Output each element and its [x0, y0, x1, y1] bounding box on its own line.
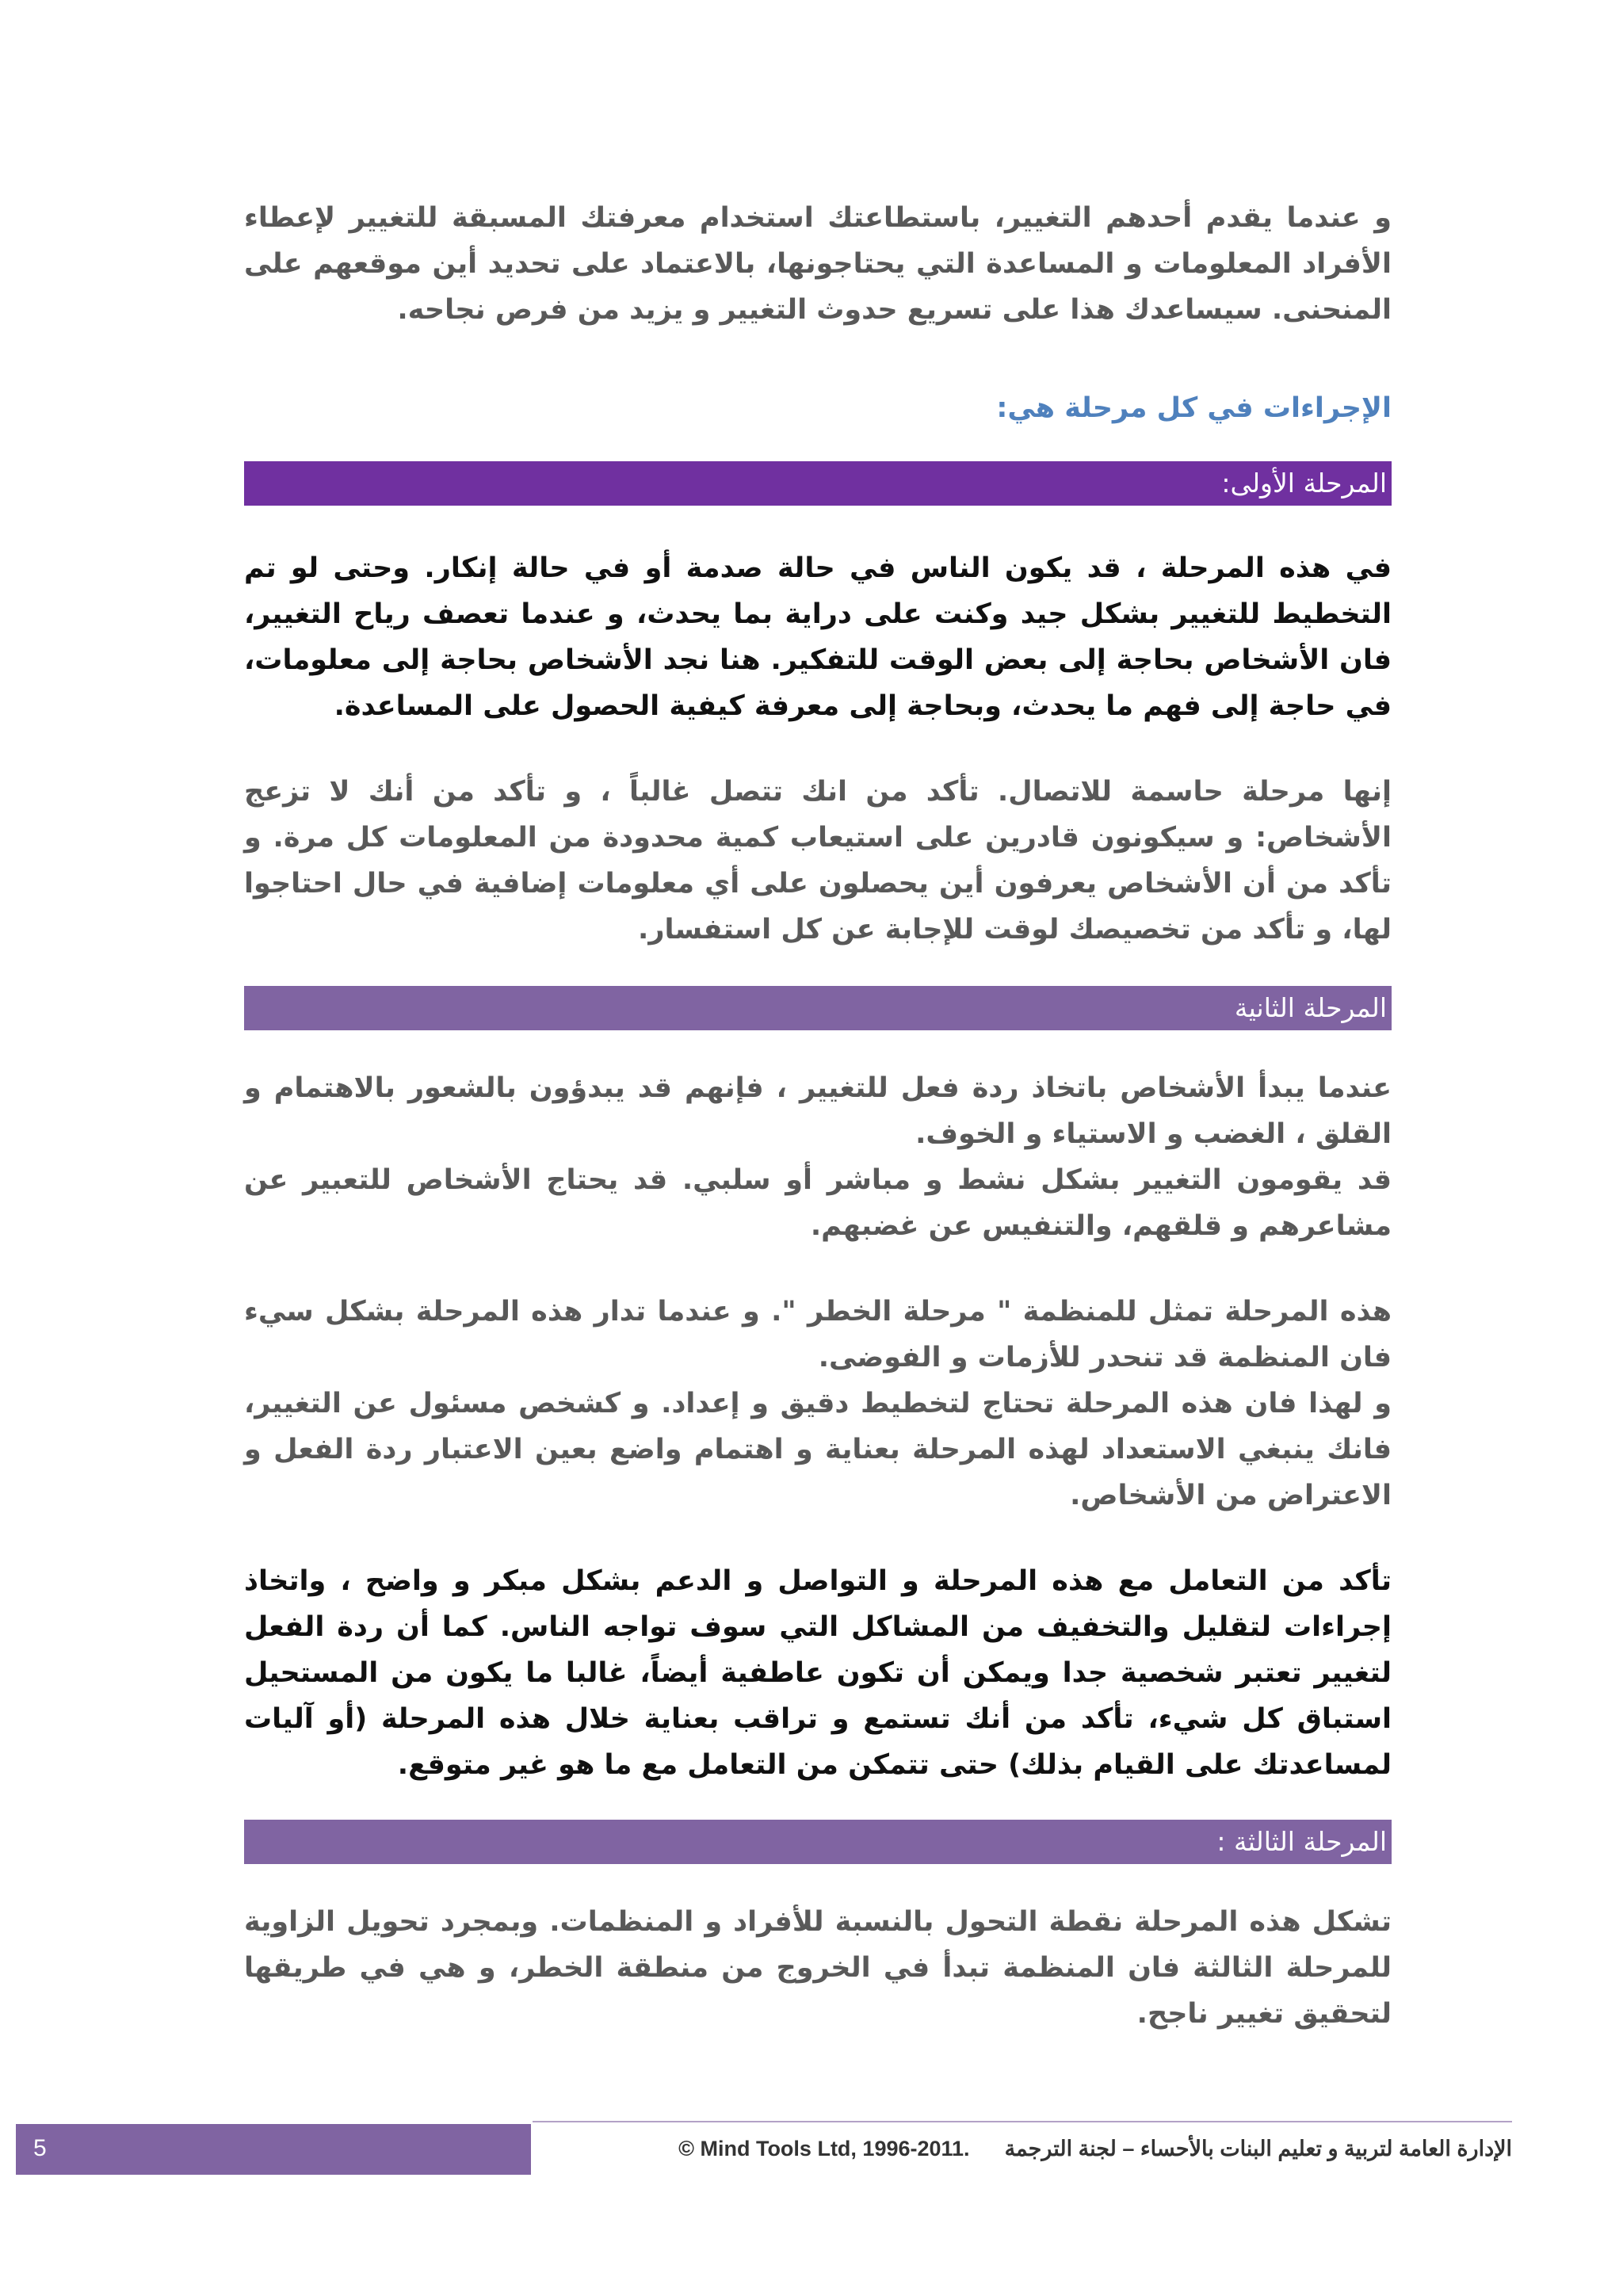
footer-copyright: © Mind Tools Ltd, 1996-2011.	[678, 2137, 970, 2160]
stage-1-paragraph-1: في هذه المرحلة ، قد يكون الناس في حالة صدمة أو في حالة إنكار. وحتى لو تم التخطيط للتغيير بشكل جيد وكنت على دراية بما يحدث، و عندما تعصف رياح التغيير، فان الأشخاص بحاجة إلى بعض الوقت للتفكير. هنا نجد الأشخاص بحاجة إلى معلومات، في حاجة إلى فهم ما يحدث، وبحاجة إلى معرفة كيفية الحصول على المساعدة.	[244, 552, 1392, 722]
footer-publisher: الإدارة العامة لتربية و تعليم البنات بالأحساء – لجنة الترجمة	[1004, 2137, 1512, 2160]
stage-2-paragraph-1b: قد يقومون التغيير بشكل نشط و مباشر أو سلبي. قد يحتاج الأشخاص للتعبير عن مشاعرهم و قلقهم، والتنفيس عن غضبهم.	[244, 1164, 1392, 1242]
footer-divider	[533, 2121, 1512, 2122]
stage-3-title: المرحلة الثالثة :	[1216, 1826, 1387, 1857]
page-number-box	[16, 2124, 531, 2175]
stage-2-header-bar	[244, 986, 1392, 1030]
footer-text	[678, 2129, 1512, 2168]
page-content	[244, 195, 1392, 2037]
stage-1-title: المرحلة الأولى:	[1221, 468, 1387, 499]
stage-2-paragraph-2a: هذه المرحلة تمثل للمنظمة " مرحلة الخطر ". و عندما تدار هذه المرحلة بشكل سيء فان المنظمة قد تنحدر للأزمات و الفوضى.	[244, 1296, 1392, 1373]
stage-2-paragraph-3: تأكد من التعامل مع هذه المرحلة و التواصل و الدعم بشكل مبكر و واضح ، واتخاذ إجراءات لتقليل والتخفيف من المشاكل التي سوف تواجه الناس. كما أن ردة الفعل لتغيير تعتبر شخصية جدا ويمكن أن تكون عاطفية أيضاً، غالبا ما يكون من المستحيل استباق كل شيء، تأكد من أنك تستمع و تراقب بعناية خلال هذه المرحلة (أو آليات لمساعدتك على القيام بذلك) حتى تتمكن من التعامل مع ما هو غير متوقع.	[244, 1565, 1392, 1781]
stage-1-header-bar	[244, 461, 1392, 506]
intro-paragraph: و عندما يقدم أحدهم التغيير، باستطاعتك استخدام معرفتك المسبقة للتغيير لإعطاء الأفراد المعلومات و المساعدة التي يحتاجونها، بالاعتماد على تحديد أين موقعهم على المنحنى. سيساعدك هذا على تسريع حدوث التغيير و يزيد من فرص نجاحه.	[244, 202, 1392, 326]
stage-2-paragraph-2b: و لهذا فان هذه المرحلة تحتاج لتخطيط دقيق و إعداد. و كشخص مسئول عن التغيير، فانك ينبغي الاستعداد لهذه المرحلة بعناية و اهتمام واضع بعين الاعتبار ردة الفعل و الاعتراض من الأشخاص.	[244, 1388, 1392, 1511]
stage-3-header-bar	[244, 1820, 1392, 1864]
page-number: 5	[33, 2135, 47, 2161]
stage-2-title: المرحلة الثانية	[1234, 992, 1387, 1023]
actions-heading: الإجراءات في كل مرحلة هي:	[996, 392, 1392, 424]
stage-3-paragraph-1: تشكل هذه المرحلة نقطة التحول بالنسبة للأفراد و المنظمات. وبمجرد تحويل الزاوية للمرحلة الثالثة فان المنظمة تبدأ في الخروج من منطقة الخطر، و هي في طريقها لتحقيق تغيير ناجح.	[244, 1906, 1392, 2030]
stage-2-paragraph-1a: عندما يبدأ الأشخاص باتخاذ ردة فعل للتغيير ، فإنهم قد يبدؤون بالشعور بالاهتمام و القلق ، الغضب و الاستياء و الخوف.	[244, 1072, 1392, 1150]
stage-1-paragraph-2: إنها مرحلة حاسمة للاتصال. تأكد من انك تتصل غالباً ، و تأكد من أنك لا تزعج الأشخاص: و سيكونون قادرين على استيعاب كمية محدودة من المعلومات كل مرة. و تأكد من أن الأشخاص يعرفون أين يحصلون على أي معلومات إضافية في حال احتاجوا لها، و تأكد من تخصيصك لوقت للإجابة عن كل استفسار.	[244, 776, 1392, 946]
